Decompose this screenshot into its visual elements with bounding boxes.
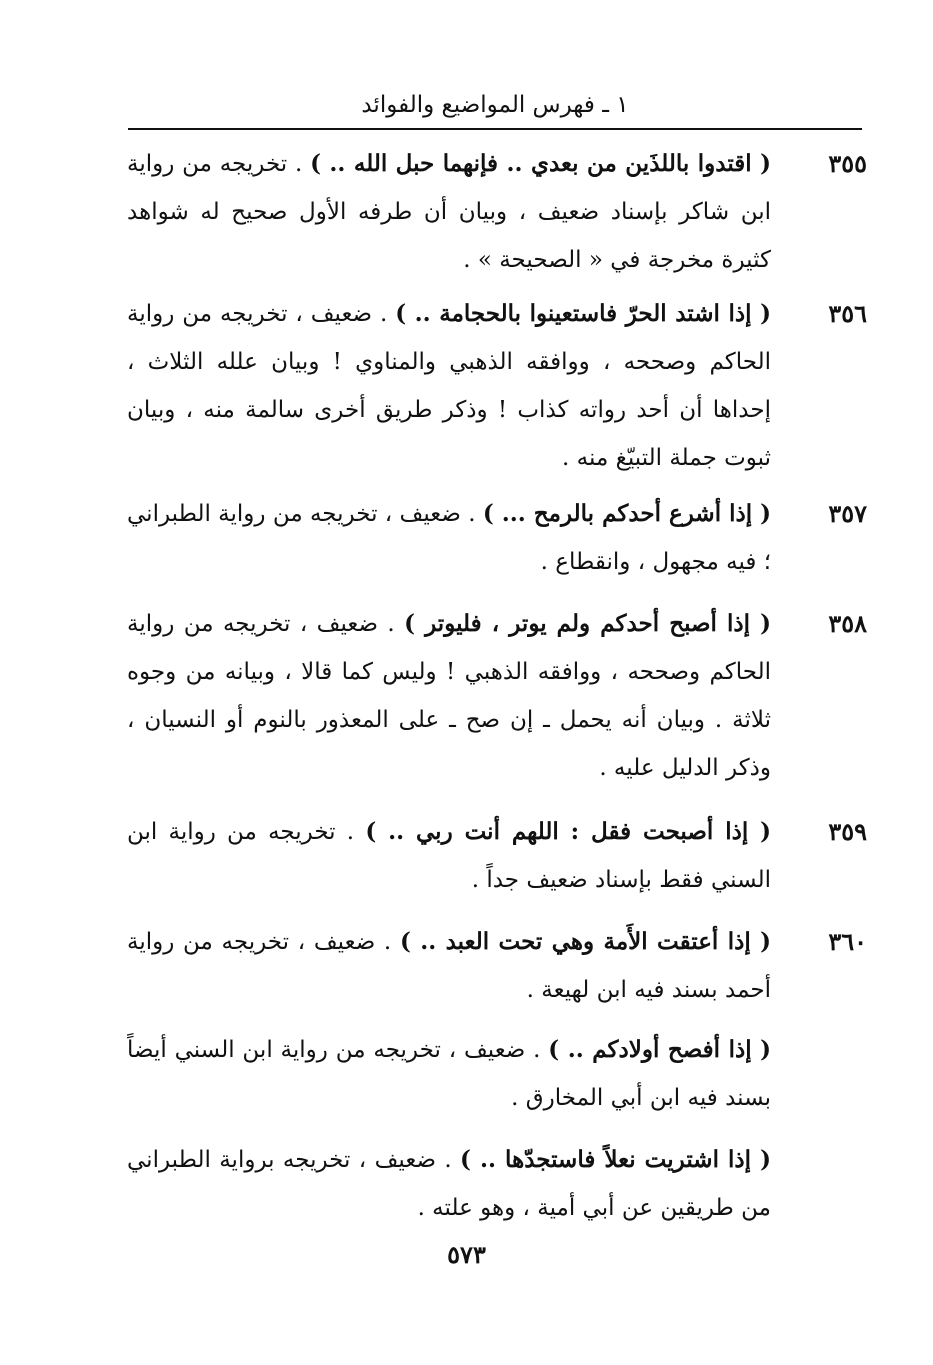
entry-text: . ضعيف ، تخريجه من رواية الحاكم وصححه ، ووافقه الذهبي ! وليس كما قالا ، وبيانه من وجوه ثلاثة . وبيان أنه يحمل ـ إن صح ـ على المعذور بالنوم أو النسيان ، وذكر الدليل عليه . — [127, 611, 771, 781]
hadith-quote: ( إذا أصبحت فقل : اللهم أنت ربي .. ) — [365, 818, 771, 845]
entry-body — [127, 290, 771, 482]
entry-number: ٣٥٥ — [828, 149, 867, 178]
entry-body — [127, 490, 771, 586]
hadith-quote: ( إذا أفصح أولادكم .. ) — [548, 1036, 771, 1063]
entry-body — [127, 808, 771, 904]
entry-number: ٣٥٦ — [828, 299, 867, 328]
entry-body — [127, 1136, 771, 1232]
index-entry — [127, 140, 867, 284]
hadith-quote: ( اقتدوا باللذَين من بعدي .. فإنهما حبل الله .. ) — [310, 150, 771, 177]
entry-number: ٣٥٧ — [828, 499, 867, 528]
entry-text: . ضعيف ، تخريجه من رواية الطبراني ؛ فيه مجهول ، وانقطاع . — [127, 501, 771, 575]
entry-text: . تخريجه من رواية ابن شاكر بإسناد ضعيف ، وبيان أن طرفه الأول صحيح له شواهد كثيرة مخرجة في « الصحيحة » . — [127, 151, 771, 273]
header-rule — [128, 128, 862, 130]
entry-text: . تخريجه من رواية ابن السني فقط بإسناد ضعيف جداً . — [127, 819, 771, 893]
index-entry — [127, 290, 867, 482]
entry-body — [127, 1026, 771, 1122]
hadith-quote: ( إذا أعتقت الأَمة وهي تحت العبد .. ) — [399, 928, 771, 955]
entry-body — [127, 140, 771, 284]
hadith-quote: ( إذا أصبح أحدكم ولم يوتر ، فليوتر ) — [404, 610, 771, 637]
entry-number: ٣٥٩ — [828, 817, 867, 846]
index-entry — [127, 808, 867, 904]
entry-body — [127, 918, 771, 1014]
hadith-quote: ( إذا اشتد الحرّ فاستعينوا بالحجامة .. ) — [395, 300, 771, 327]
entry-text: . ضعيف ، تخريجه من رواية أحمد بسند فيه ابن لهيعة . — [127, 929, 771, 1003]
hadith-quote: ( إذا اشتريت نعلاً فاستجدّها .. ) — [460, 1146, 771, 1173]
entry-number: ٣٦٠ — [828, 927, 867, 956]
entry-text: . ضعيف ، تخريجه من رواية ابن السني أيضاً بسند فيه ابن أبي المخارق . — [127, 1037, 771, 1111]
entry-number: ٣٥٨ — [828, 609, 867, 638]
page-number: ٥٧٣ — [447, 1240, 486, 1269]
entry-text: . ضعيف ، تخريجه برواية الطبراني من طريقين عن أبي أمية ، وهو علته . — [127, 1147, 771, 1221]
index-entry — [127, 1136, 867, 1232]
entry-text: . ضعيف ، تخريجه من رواية الحاكم وصححه ، ووافقه الذهبي والمناوي ! وبيان علله الثلاث ، إحداها أن أحد رواته كذاب ! وذكر طريق أخرى سالمة منه ، وبيان ثبوت جملة التبيّغ منه . — [127, 301, 771, 471]
index-entry — [127, 918, 867, 1014]
index-entry — [127, 1026, 867, 1122]
entry-body — [127, 600, 771, 792]
running-header: ١ ـ فهرس المواضيع والفوائد — [361, 92, 629, 118]
hadith-quote: ( إذا أشرع أحدكم بالرمح ... ) — [482, 500, 772, 527]
index-entry — [127, 600, 867, 792]
index-entry — [127, 490, 867, 586]
